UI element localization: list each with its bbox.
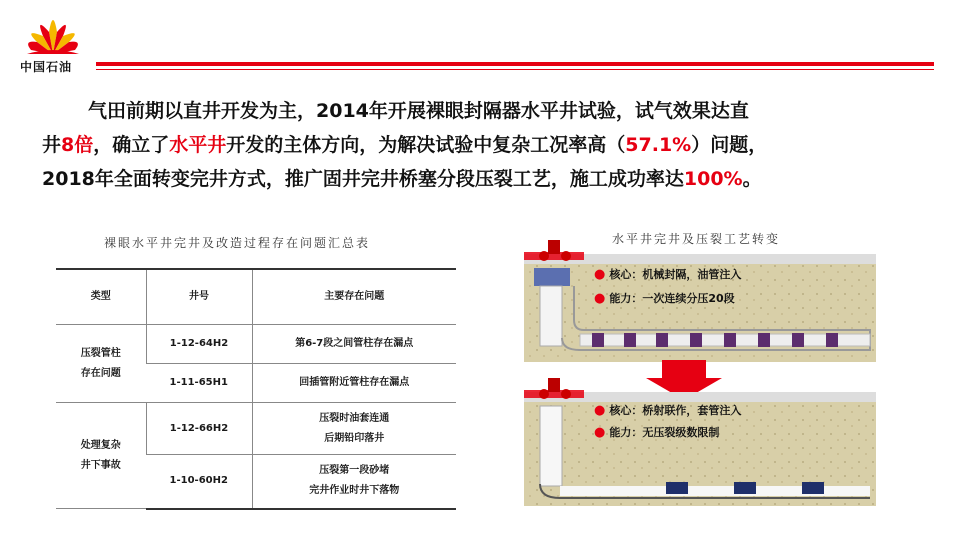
intro-line-1: 气田前期以直井开发为主，2014年开展裸眼封隔器水平井试验，试气效果达直 xyxy=(88,100,749,122)
header-rule xyxy=(96,62,934,66)
table-row xyxy=(56,403,456,455)
col-header-issue: 主要存在问题 xyxy=(252,269,456,325)
issue-cell: 回插管附近管柱存在漏点 xyxy=(252,364,456,403)
issue-cell: 第6-7段之间管柱存在漏点 xyxy=(252,325,456,364)
before-core: ● 核心：机械封隔，油管注入 xyxy=(594,267,742,282)
company-name: 中国石油 xyxy=(20,60,73,74)
highlight-multiple: 8倍 xyxy=(61,134,94,156)
intro-line-3: 2018年全面转变完井方式，推广固井完井桥塞分段压裂工艺，施工成功率达100%。 xyxy=(42,168,762,190)
issues-table xyxy=(56,268,456,510)
well-cell: 1-11-65H1 xyxy=(146,364,252,403)
issue-cell: 压裂时油套连通 后期铅印落井 xyxy=(252,403,456,455)
well-cell: 1-10-60H2 xyxy=(146,455,252,509)
table-header-row xyxy=(56,269,456,325)
before-capacity: ● 能力：一次连续分压20段 xyxy=(594,291,735,306)
highlight-horizontal-well: 水平井 xyxy=(169,134,227,156)
well-cell: 1-12-66H2 xyxy=(146,403,252,455)
after-capacity: ● 能力：无压裂级数限制 xyxy=(594,425,720,440)
col-header-well: 井号 xyxy=(146,269,252,325)
table-title: 裸眼水平井完井及改造过程存在问题汇总表 xyxy=(104,236,371,250)
intro-paragraph xyxy=(42,94,930,196)
header-rule-thin xyxy=(96,69,934,70)
lower-wellbore xyxy=(524,378,876,506)
intro-line-2: 井8倍，确立了水平井开发的主体方向，为解决试验中复杂工况率高（57.1%）问题， xyxy=(42,134,768,156)
diagram-title: 水平井完井及压裂工艺转变 xyxy=(612,232,781,246)
well-cell: 1-12-64H2 xyxy=(146,325,252,364)
petrochina-logo xyxy=(22,4,84,58)
highlight-success-rate: 100% xyxy=(683,168,743,190)
type-cell: 压裂管柱 存在问题 xyxy=(56,325,146,403)
highlight-rate: 57.1% xyxy=(625,134,692,156)
after-core: ● 核心：桥射联作，套管注入 xyxy=(594,403,742,418)
type-cell: 处理复杂 井下事故 xyxy=(56,403,146,509)
table-row xyxy=(56,325,456,364)
issue-cell: 压裂第一段砂堵 完井作业时井下落物 xyxy=(252,455,456,509)
col-header-type: 类型 xyxy=(56,269,146,325)
